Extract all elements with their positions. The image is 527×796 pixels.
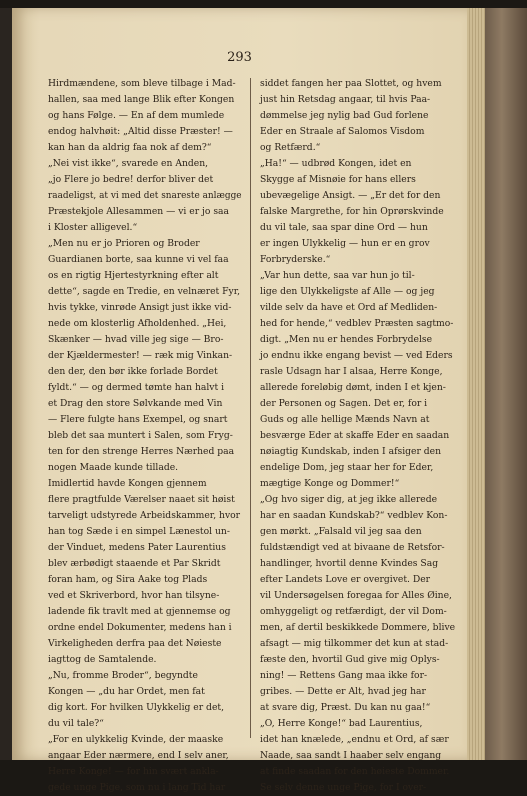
text-line: digt. „Men nu er hendes Forbrydelse <box>260 334 433 345</box>
text-line: Guardianen borte, saa kunne vi vel faa <box>48 254 229 265</box>
text-line: ning! — Rettens Gang maa ikke for- <box>260 670 428 681</box>
text-line: Kongen — „du har Ordet, men fat <box>48 686 205 697</box>
text-line: iagttog de Samtalende. <box>48 654 157 665</box>
text-line: fæste den, hvortil Gud give mig Oplys- <box>260 654 440 665</box>
text-line: fyldt.“ — og dermed tømte han halvt i <box>48 382 225 393</box>
text-line: Herre Konge! — for hin svært ankla- <box>48 766 219 777</box>
text-line: foran ham, og Sira Aake tog Plads <box>48 574 208 585</box>
left-text-column <box>48 76 242 793</box>
text-line: ten for den strenge Herres Nærhed paa <box>48 446 235 457</box>
text-line: hed for hende,“ vedblev Præsten sagtmo- <box>260 318 454 329</box>
text-line: Se selv denne unge Pige, for I over- <box>260 782 427 793</box>
text-line: i Kloster alligevel.“ <box>48 222 138 233</box>
text-line: Forbryderske.“ <box>260 254 331 265</box>
text-line: dette“, sagde en Tredie, en velnæret Fyr, <box>48 286 241 297</box>
text-line: og hans Følge. — En af dem mumlede <box>48 110 225 121</box>
text-line: dømmelse jeg nylig bad Gud forlene <box>260 110 429 121</box>
text-line: — Flere fulgte hans Exempel, og snart <box>48 414 228 425</box>
text-line: „Var hun dette, saa var hun jo til- <box>260 270 415 281</box>
text-line: Hirdmændene, som bleve tilbage i Mad- <box>48 78 236 89</box>
text-line: ordne endel Dokumenter, medens han i <box>48 622 232 633</box>
text-line: Eder en Straale af Salomos Visdom <box>260 126 425 137</box>
text-line: Imidlertid havde Kongen gjennem <box>48 478 207 489</box>
text-line: gede unge Pige, som nu i lang Tid har <box>48 782 226 793</box>
text-line: afsagt — mig tilkommer det kun at stad- <box>260 638 449 649</box>
text-line: Naade, saa sandt I haaber selv engang <box>260 750 442 761</box>
page-edges <box>467 8 485 760</box>
text-line: nede om klosterlig Afholdenhed. „Hei, <box>48 318 227 329</box>
text-line: nøiagtig Kundskab, inden I afsiger den <box>260 446 441 457</box>
text-line: hallen, saa med lange Blik efter Kongen <box>48 94 235 105</box>
text-line: siddet fangen her paa Slottet, og hvem <box>260 78 442 89</box>
text-line: kan han da aldrig faa nok af dem?“ <box>48 142 212 153</box>
text-line: der Kjældermester! — ræk mig Vinkan- <box>48 350 233 361</box>
text-line: „For en ulykkelig Kvinde, der maaske <box>48 734 224 745</box>
text-line: vil Undersøgelsen foregaa for Alles Øine, <box>260 590 452 601</box>
text-line: tarveligt udstyrede Arbeidskammer, hvor <box>48 510 241 521</box>
text-line: „Men nu er jo Prioren og Broder <box>48 238 200 249</box>
book-spine <box>485 8 527 760</box>
text-line: der Personen og Sagen. Det er, for i <box>260 398 428 409</box>
text-line: rasle Udsagn har I alsaa, Herre Konge, <box>260 366 443 377</box>
text-line: han tog Sæde i en simpel Lænestol un- <box>48 526 230 537</box>
text-line: dig kort. For hvilken Ulykkelig er det, <box>48 702 224 713</box>
text-line: just hin Retsdag angaar, til hvis Paa- <box>260 94 431 105</box>
text-line: „jo Flere jo bedre! derfor bliver det <box>48 174 214 185</box>
text-line: at svare dig, Præst. Du kan nu gaa!“ <box>260 702 431 713</box>
text-line: vilde selv da have et Ord af Medliden- <box>260 302 438 313</box>
text-line: efter Landets Love er overgivet. Der <box>260 574 431 585</box>
text-line: gen mørkt. „Falsald vil jeg saa den <box>260 526 422 537</box>
text-line: Skygge af Misnøie for hans ellers <box>260 174 416 185</box>
text-line: besværge Eder at skaffe Eder en saadan <box>260 430 450 441</box>
text-line: ladende fik travlt med at gjennemse og <box>48 606 231 617</box>
text-line: fuldstændigt ved at bivaane de Retsfor- <box>260 542 445 553</box>
text-line: der Vinduet, medens Pater Laurentius <box>48 542 226 553</box>
text-line: jo endnu ikke engang bevist — ved Eders <box>260 350 453 361</box>
text-line: Guds og alle hellige Mænds Navn at <box>260 414 430 425</box>
column-divider <box>250 78 251 738</box>
text-line: bleb det saa muntert i Salen, som Fryg- <box>48 430 233 441</box>
text-line: hvis tykke, vinrøde Ansigt just ikke vid- <box>48 302 232 313</box>
text-line: ubevægelige Ansigt. — „Er det for den <box>260 190 441 201</box>
book-page <box>12 8 467 793</box>
text-line: ved et Skriverbord, hvor han tilsyne- <box>48 590 220 601</box>
text-line: Virkeligheden derfra paa det Nøieste <box>48 638 222 649</box>
text-line: mægtige Konge og Dommer!“ <box>260 478 400 489</box>
text-line: endog halvhøit: „Altid disse Præster! — <box>48 126 233 137</box>
text-line: du vil tale, saa spar dine Ord — hun <box>260 222 428 233</box>
text-line: at finde saadan for den høieste Dommer. <box>260 766 450 777</box>
text-line: men, af dertil beskikkede Dommere, blive <box>260 622 456 633</box>
text-line: og Retfærd.“ <box>260 142 321 153</box>
text-line: Præstekjole Allesammen — vi er jo saa <box>48 206 230 217</box>
text-line: blev ærbødigt staaende et Par Skridt <box>48 558 221 569</box>
text-line: handlinger, hvortil denne Kvindes Sag <box>260 558 439 569</box>
text-line: os en rigtig Hjertestyrkning efter alt <box>48 270 219 281</box>
text-line: allerede foreløbig dømt, inden I et kjen- <box>260 382 446 393</box>
text-line: et Drag den store Sølvkande med Vin <box>48 398 223 409</box>
text-line: har en saadan Kundskab?“ vedblev Kon- <box>260 510 448 521</box>
text-line: „Nu, fromme Broder“, begyndte <box>48 670 198 681</box>
text-line: falske Margrethe, for hin Oprørskvinde <box>260 206 444 217</box>
book <box>0 8 527 793</box>
text-line: „O, Herre Konge!“ bad Laurentius, <box>260 718 423 729</box>
text-line: du vil tale?“ <box>48 718 104 729</box>
text-line: raadeligst, at vi med det snareste anlægge <box>48 190 242 201</box>
text-line: endelige Dom, jeg staar her for Eder, <box>260 462 434 473</box>
text-line: omhyggeligt og retfærdigt, der vil Dom- <box>260 606 447 617</box>
text-line: flere pragtfulde Værelser naaet sit høist <box>48 494 235 505</box>
text-line: er ingen Ulykkelig — hun er en grov <box>260 238 430 249</box>
text-line: idet han knælede, „endnu et Ord, af sær <box>260 734 449 745</box>
text-line: den der, den bør ikke forlade Bordet <box>48 366 218 377</box>
text-line: Skænker — hvad ville jeg sige — Bro- <box>48 334 224 345</box>
text-line: nogen Maade kunde tillade. <box>48 462 179 473</box>
page-number: 293 <box>227 50 252 65</box>
text-line: „Og hvo siger dig, at jeg ikke allerede <box>260 494 438 505</box>
text-line: „Nei vist ikke“, svarede en Anden, <box>48 158 209 169</box>
text-line: angaar Eder nærmere, end I selv aner, <box>48 750 229 761</box>
text-line: gribes. — Dette er Alt, hvad jeg har <box>260 686 426 697</box>
text-line: lige den Ulykkeligste af Alle — og jeg <box>260 286 435 297</box>
right-text-column <box>260 76 462 793</box>
text-line: „Ha!“ — udbrød Kongen, idet en <box>260 158 412 169</box>
